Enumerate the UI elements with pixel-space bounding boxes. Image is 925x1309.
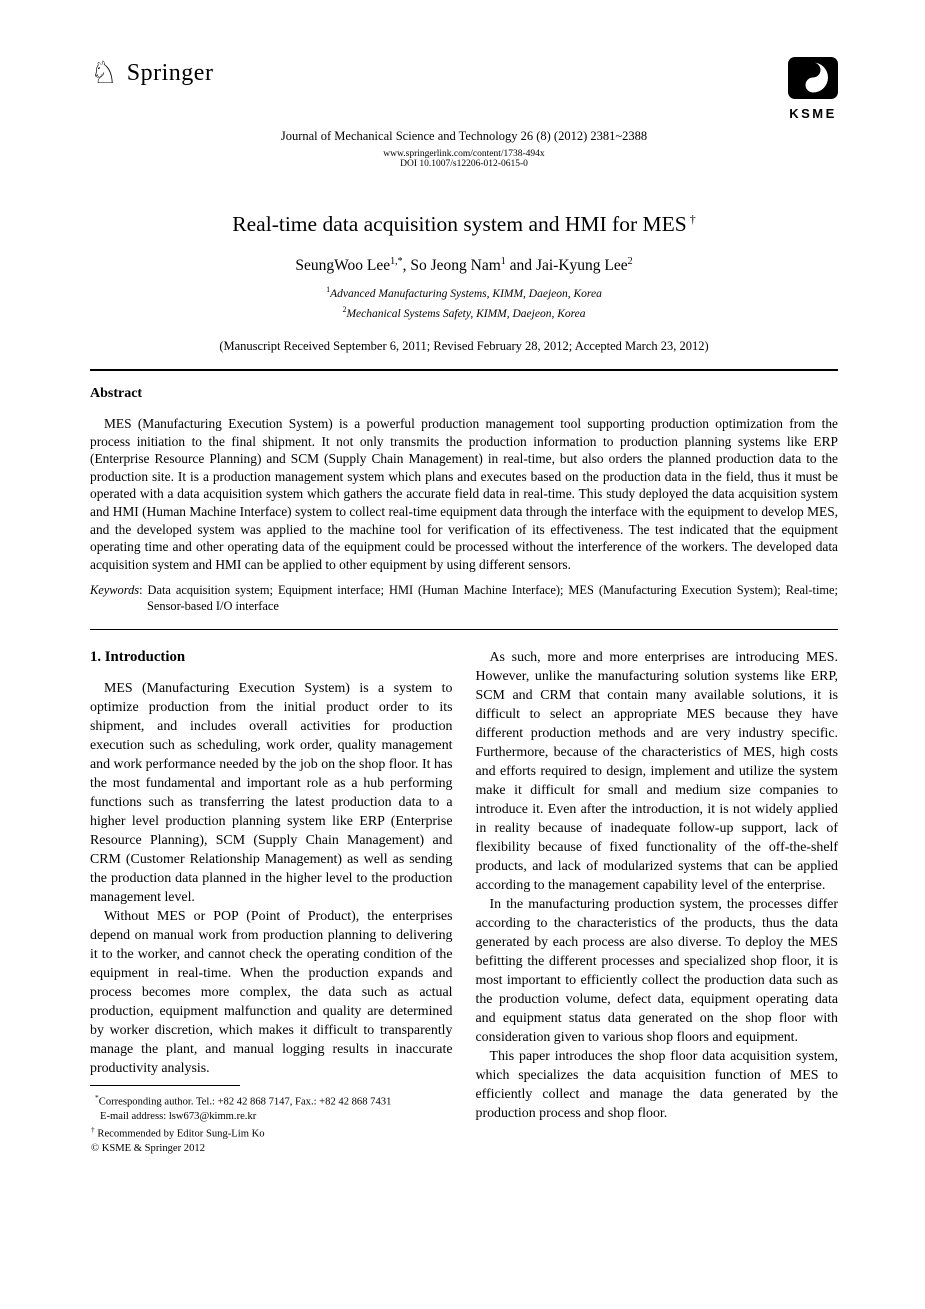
divider-abstract [90, 629, 838, 630]
springer-logo [90, 55, 214, 91]
abstract-text: MES (Manufacturing Execution System) is a powerful production management tool supporting production optimization from the process initiation to the final shipment. It not only transmits the production information to production planning systems like ERP (Enterprise Resource Planning) and SCM (Supply Chain Management) in real-time, but also orders the planned production data to the production site. It is a production management system which plans and executes based on the production data in the field, thus it must be operated with a data acquisition system which gathers the accurate field data in real-time. This study deployed the data acquisition system and HMI (Human Machine Interface) system to collect real-time equipment data through the interface with the equipment to develop MES, and the developed system was applied to the machine tool for verification of its effectiveness. The test indicated that the equipment operating time and other operating data of the equipment could be processed without the interference of the workers. The developed data acquisition system and HMI can be applied to other equipment by using different sensors. [90, 415, 838, 572]
footnote-copyright: © KSME & Springer 2012 [91, 1142, 205, 1154]
ksme-wordmark: KSME [789, 106, 837, 121]
body-columns [90, 648, 838, 1155]
manuscript-history: (Manuscript Received September 6, 2011; Revised February 28, 2012; Accepted March 23, 2012) [219, 338, 709, 353]
affiliation-2: $^2$Mechanical Systems Safety, KIMM, Daejeon, Korea [342, 305, 586, 320]
author-3: Jai-Kyung Lee [535, 257, 628, 275]
footnote-block [90, 1085, 453, 1155]
footnote-editor: † Recommended by Editor Sung-Lim Ko [91, 1125, 265, 1140]
affiliation-1: $^1$Advanced Manufacturing Systems, KIMM, Daejeon, Korea [326, 285, 602, 301]
body-paragraph-3: This paper introduces the shop floor data acquisition system, which specializes the data acquisition function of MES to efficiently collect and manage the data generated by the production process and shop floor. [475, 1049, 838, 1122]
journal-url: www.springerlink.com/content/1738-494x [383, 149, 545, 159]
springer-horse-icon: ♘ [90, 55, 118, 91]
body-paragraph-1: As such, more and more enterprises are introducing MES. However, unlike the manufacturing solution systems like ERP, SCM and CRM that contain many available solutions, it is difficult to select an appropriate MES because they have different production methods and are very industry specific. Furthermore, because of the characteristics of MES, high costs and efforts required to design, implement and utilize the system make it difficult for small and medium size companies to introduce it. Even after the introduction, it is not widely applied in reality because of inadequate follow-up support, lack of flexibility because of fixed functionality of the off-the-shelf products, and lack of modularized systems that can be applied according to the management capability level of the enterprise. [475, 650, 838, 894]
footnote-email: E-mail address: lsw673@kimm.re.kr [100, 1110, 257, 1122]
author-2: So Jeong Nam [410, 257, 501, 275]
journal-reference-block [90, 129, 838, 169]
keywords-label: Keywords [90, 583, 140, 598]
page-header [90, 55, 838, 123]
ksme-swirl-icon [788, 57, 838, 100]
title-dagger: † [689, 212, 696, 226]
journal-citation: Journal of Mechanical Science and Technology 26 (8) (2012) 2381~2388 [280, 129, 648, 143]
abstract-heading: Abstract [90, 385, 143, 401]
ksme-logo [788, 57, 838, 121]
journal-doi: DOI 10.1007/s12206-012-0615-0 [400, 159, 528, 169]
intro-paragraph-2: Without MES or POP (Point of Product), the enterprises depend on manual work from production planning to delivering it to the worker, and cannot check the operating condition of the equipment in real-time. When the production expands and process becomes more complex, the data such as actual production, equipment malfunction and quality are determined by worker discretion, which makes it difficult to transparently manage the plant, and manual logging results in inaccurate productivity analysis. [90, 909, 453, 1077]
right-column [476, 648, 839, 1155]
keywords-line: Keywords: Data acquisition system; Equipment interface; HMI (Human Machine Interface); MES (Manufacturing Execution System); Real-time; Sensor-based I/O interface [90, 583, 838, 613]
author-1: SeungWoo Lee [295, 257, 391, 275]
affiliations [90, 282, 838, 322]
footnote-corresponding-author: *Corresponding author. Tel.: +82 42 868 7147, Fax.: +82 42 868 7431 [95, 1093, 392, 1108]
springer-wordmark: Springer [126, 60, 214, 86]
paper-title: Real-time data acquisition system and HMI for MES † [232, 212, 696, 237]
intro-paragraph-1: MES (Manufacturing Execution System) is a system to optimize production from the initial product order to its shipment, and includes overall activities for production execution such as scheduling, work order, quality management and work performance needed by the job on the shop floor. It has the most fundamental and important role as a hub performing functions such as transferring the latest production data to a higher level production planning system like ERP (Enterprise Resource Planning), SCM (Supply Chain Management) and CRM (Customer Relationship Management) as well as sending the production data planned in the higher level to the production management level. [90, 681, 453, 906]
divider-top [90, 369, 838, 371]
abstract-section [90, 386, 838, 614]
body-paragraph-2: In the manufacturing production system, the processes differ according to the characteristics of the products, thus the data generated by each process are also diverse. To deploy the MES befitting the different processes and specialized shop floor, it is most important to efficiently collect the production data such as the production volume, defect data, equipment operating data and equipment status data generated on the shop floor with consideration given to various shop floors and equipment. [475, 897, 838, 1046]
authors-line: SeungWoo Lee$^{1,*}$, So Jeong Nam$^1$ and Jai-Kyung Lee$^2$ [295, 256, 633, 275]
left-column [90, 648, 453, 1155]
section-heading-introduction: 1. Introduction [90, 649, 186, 666]
